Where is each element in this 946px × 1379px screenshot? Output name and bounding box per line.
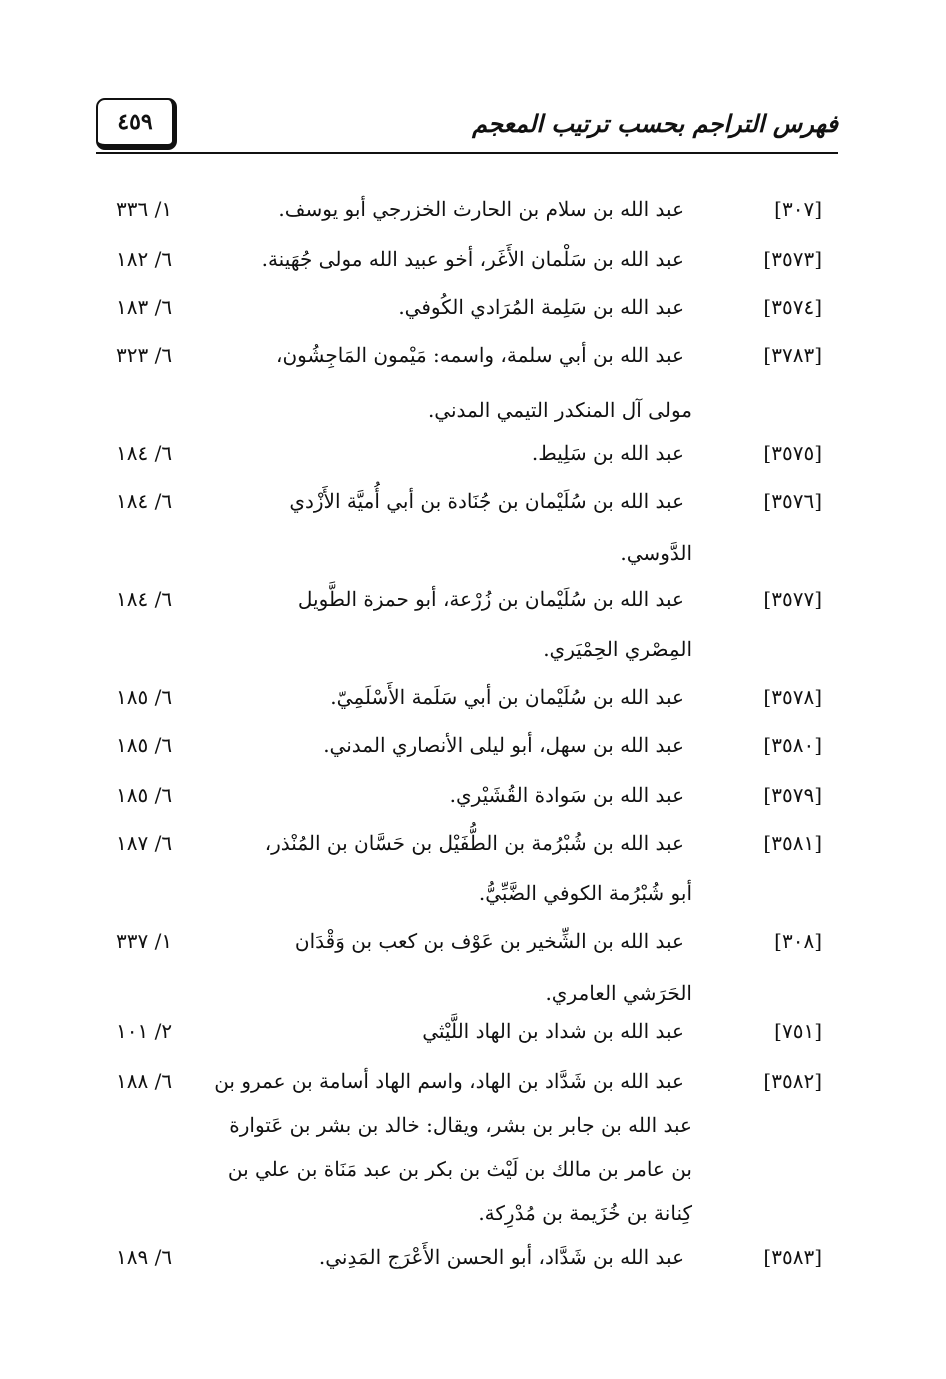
entry-volume-page-ref: ٦/ ١٨٣ [116, 295, 173, 319]
entry-number: [٣٠٧] [774, 197, 822, 221]
entry-name: عبد الله بن الشِّخير بن عَوْف بن كعب بن وَقْدَان [294, 929, 684, 953]
entry-number: [٣٥٨٢] [763, 1069, 822, 1093]
entry-volume-page-ref: ٦/ ١٨٤ [116, 587, 173, 611]
entry-name-continuation: كِنانة بن خُزَيمة بن مُدْرِكة. [478, 1201, 692, 1225]
entry-name: عبد الله بن سُلَيْمان بن زُرْعة، أبو حمزة الطَّويل [297, 587, 684, 611]
entry-volume-page-ref: ١/ ٣٣٦ [116, 197, 173, 221]
entry-number: [٣٥٨٣] [763, 1245, 822, 1269]
entry-volume-page-ref: ٦/ ١٨٥ [116, 783, 173, 807]
entry-name: عبد الله بن سَلِيط. [531, 441, 684, 465]
entry-volume-page-ref: ١/ ٣٣٧ [116, 929, 173, 953]
entry-name-continuation: مولى آل المنكدر التيمي المدني. [427, 398, 692, 422]
entry-name: عبد الله بن سهل، أبو ليلى الأنصاري المدني. [323, 733, 684, 757]
entry-volume-page-ref: ٦/ ١٨٢ [116, 247, 173, 271]
entry-volume-page-ref: ٦/ ١٨٥ [116, 733, 173, 757]
entry-name-continuation: المِصْري الحِمْيَري. [543, 637, 692, 661]
entry-name: عبد الله بن شَدَّاد بن الهاد، واسم الهاد أسامة بن عمرو بن [214, 1069, 684, 1093]
entry-name: عبد الله بن سَلِمة المُرَادي الكُوفي. [398, 295, 684, 319]
entry-name: عبد الله بن شَدَّاد، أبو الحسن الأَعْرَج المَدِني. [318, 1245, 684, 1269]
entry-name: عبد الله بن سُلَيْمان بن جُنَادة بن أبي أُميَّة الأَزْدي [289, 489, 684, 513]
entry-name-continuation: الحَرَشي العامري. [545, 981, 692, 1005]
entry-name: عبد الله بن شُبْرُمة بن الطُّفَيْل بن حَسَّان بن المُنْذر، [264, 831, 684, 855]
entry-name: عبد الله بن سَوادة القُشَيْري. [449, 783, 684, 807]
entry-number: [٣٥٧٣] [763, 247, 822, 271]
entry-volume-page-ref: ٦/ ١٨٧ [116, 831, 173, 855]
entry-number: [٣٥٧٥] [763, 441, 822, 465]
entry-number: [٣٧٨٣] [763, 343, 822, 367]
entry-volume-page-ref: ٦/ ١٨٤ [116, 489, 173, 513]
entry-name: عبد الله بن شداد بن الهاد اللَّيْثي [422, 1019, 684, 1043]
entry-number: [٣٥٧٧] [763, 587, 822, 611]
entry-number: [٣٥٨١] [763, 831, 822, 855]
entry-volume-page-ref: ٢/ ١٠١ [116, 1019, 173, 1043]
running-header [96, 98, 838, 154]
entry-name: عبد الله بن أبي سلمة، واسمه: مَيْمون المَاجِشُون، [276, 343, 684, 367]
entry-number: [٣٥٧٩] [763, 783, 822, 807]
entry-name: عبد الله بن سَلْمان الأَغَر، أخو عبيد الله مولى جُهَينة. [261, 247, 684, 271]
entry-volume-page-ref: ٦/ ٣٢٣ [116, 343, 173, 367]
entry-name-continuation: بن عامر بن مالك بن لَيْث بن بكر بن عبد مَنَاة بن علي بن [227, 1157, 692, 1181]
entry-volume-page-ref: ٦/ ١٨٥ [116, 685, 173, 709]
entry-number: [٣٥٧٤] [763, 295, 822, 319]
entry-number: [٣٥٨٠] [763, 733, 822, 757]
entry-number: [٣٠٨] [774, 929, 822, 953]
entry-number: [٧٥١] [774, 1019, 822, 1043]
running-header-title: فهرس التراجم بحسب ترتيب المعجم [472, 110, 838, 138]
entry-name-continuation: أبو شُبْرُمة الكوفي الضَّبِّيُّ. [478, 881, 692, 905]
entry-name-continuation: الدَّوسي. [620, 541, 692, 565]
entry-volume-page-ref: ٦/ ١٨٤ [116, 441, 173, 465]
entry-name: عبد الله بن سُلَيْمان بن أبي سَلَمة الأَسْلَمِيّ. [330, 685, 684, 709]
entry-name: عبد الله بن سلام بن الحارث الخزرجي أبو يوسف. [278, 197, 684, 221]
entry-number: [٣٥٧٦] [763, 489, 822, 513]
entry-volume-page-ref: ٦/ ١٨٨ [116, 1069, 173, 1093]
entry-name-continuation: عبد الله بن جابر بن بشر، ويقال: خالد بن بشر بن عَتوارة [229, 1113, 692, 1137]
entry-number: [٣٥٧٨] [763, 685, 822, 709]
page-number-box [96, 98, 177, 150]
header-rule [96, 152, 838, 154]
page-number: ٤٥٩ [117, 109, 153, 135]
entry-volume-page-ref: ٦/ ١٨٩ [116, 1245, 173, 1269]
